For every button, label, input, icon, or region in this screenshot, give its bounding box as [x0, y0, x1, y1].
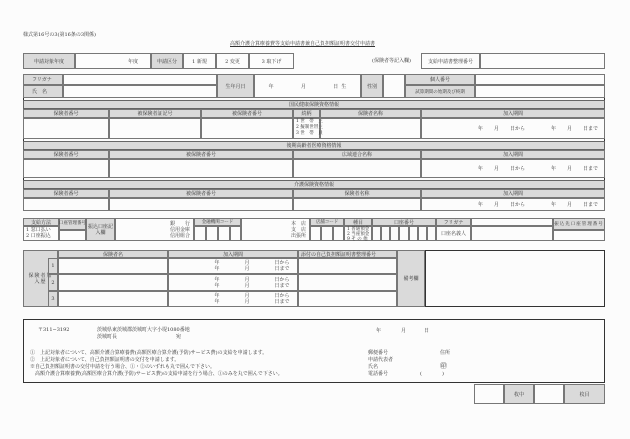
branch-code-digit[interactable] [333, 226, 344, 241]
method-label: 支給方法 [23, 218, 59, 226]
period-label: 試算期間の始期及び終期 [405, 85, 475, 98]
fin-code-digit[interactable] [230, 226, 241, 241]
target-year-field[interactable]: 年度 [75, 53, 151, 69]
name-label: 氏 名 [23, 85, 63, 98]
fin-code-digit[interactable] [218, 226, 230, 241]
category-label: 申請区分 [151, 53, 183, 69]
dest-mgmt-label: 振込先口座管理番号 [553, 218, 605, 230]
care-col-insured-no: 被保険者番号 [109, 189, 293, 198]
declaration-line-2[interactable]: ② 上記対象者について、自己負担額証明書の交付を申請します。 [30, 357, 180, 363]
nhi-col-period: 加入期間 [421, 109, 605, 118]
elderly-col-insurer-no: 保険者番号 [23, 150, 109, 159]
seal-icon: ㊞ [440, 362, 447, 370]
account-no-label: 口座番号 [372, 218, 436, 226]
history-row-number: 2 [48, 274, 58, 291]
of-label: 枚中 [504, 384, 534, 404]
account-no-digit[interactable] [427, 226, 436, 241]
declaration-note-2: 高額介護合算療養費(高額医療合算介護(予防)サービス費)の支給申請を行う場合、①のみを丸で囲んで下さい。 [30, 371, 283, 377]
nhi-col-relation: 続柄 [293, 109, 320, 118]
branch-code-digit[interactable] [310, 226, 321, 241]
furigana-field[interactable] [63, 74, 217, 85]
date-month: 月 [401, 328, 407, 334]
care-col-insurer-name: 保険者名称 [293, 189, 421, 198]
history-period-field[interactable]: 年 月 日から 年 月 日まで [168, 258, 298, 274]
history-cert-no-field[interactable] [298, 274, 397, 291]
elderly-union-name-field[interactable] [293, 159, 421, 178]
form-number: 様式第16号の3(第16条の3関係) [23, 32, 96, 38]
date-day: 日 [424, 328, 430, 334]
branch-code-label: 店舗コード [310, 218, 344, 226]
date-year: 年 [376, 328, 382, 334]
birth-label: 生年月日 [217, 74, 254, 98]
elderly-col-insured-no: 被保険者番号 [109, 150, 293, 159]
applicant-address-label: 住所 [440, 350, 451, 356]
history-cert-no-field[interactable] [298, 258, 397, 274]
mgmt-no-field[interactable] [480, 53, 605, 69]
elderly-insurer-no-field[interactable] [23, 159, 109, 178]
insurer-note: (保険者等記入欄) [372, 58, 411, 64]
my-number-field[interactable] [475, 74, 605, 85]
sex-label: 性別 [361, 74, 383, 98]
history-cert-no-field[interactable] [298, 291, 397, 307]
applicant-phone-label: 電話番号 [368, 371, 389, 377]
applicant-phone-field[interactable]: ( ) [420, 371, 444, 377]
account-no-digit[interactable] [409, 226, 418, 241]
period-field[interactable] [475, 85, 605, 98]
nhi-insured-no-field[interactable] [201, 118, 293, 139]
page-number-field[interactable] [534, 384, 564, 404]
nhi-col-insured-no: 被保険者番号 [201, 109, 293, 118]
nhi-card-symbol-field[interactable] [109, 118, 201, 139]
option-change[interactable]: 2 変更 [216, 53, 249, 69]
birth-field[interactable]: 年 月 日 生 [254, 74, 361, 98]
nhi-section-title: 国民健康保険資格情報 [23, 100, 605, 109]
care-insured-no-field[interactable] [109, 198, 293, 211]
form-title: 高額介護合算療養費等支給申請書兼自己負担額証明書交付申請書 [230, 41, 376, 47]
care-insurer-name-field[interactable] [293, 198, 421, 211]
applicant-name-label: 氏名 [368, 364, 379, 370]
dest-mgmt-field[interactable] [553, 230, 605, 241]
nhi-insurer-name-field[interactable] [320, 118, 421, 139]
history-col-insurer: 保険者名 [58, 250, 168, 258]
sex-field[interactable] [383, 74, 405, 98]
nhi-relation-options[interactable]: 1 世 帯 主 2 擬制世帯主 3 世 帯 員 [293, 118, 320, 139]
history-insurer-field[interactable] [58, 291, 168, 307]
fin-code-digit[interactable] [206, 226, 218, 241]
bank-field[interactable]: 銀 行 信用金庫 信用組合 [115, 218, 194, 241]
history-period-field[interactable]: 年 月 日から 年 月 日まで [168, 274, 298, 291]
care-insurer-no-field[interactable] [23, 198, 109, 211]
history-col-period: 加入期間 [168, 250, 298, 258]
branch-field[interactable]: 本 店 支 店 出張所 [241, 218, 310, 241]
remarks-field[interactable] [425, 250, 605, 307]
holder-furigana-label: フリガナ [436, 218, 471, 226]
fin-code-digit[interactable] [194, 226, 206, 241]
applicant-postal-label: 郵便番号 [368, 350, 389, 356]
account-no-digit[interactable] [381, 226, 390, 241]
nhi-insurer-no-field[interactable] [23, 118, 109, 139]
office-address: 茨城県東茨城郡茨城町大字小堤1080番地 [97, 327, 190, 333]
transfer-label: 振込口座記入欄 [86, 218, 115, 241]
history-insurer-field[interactable] [58, 258, 168, 274]
method-options[interactable]: 1 窓口払い 2 口座振込 [23, 226, 59, 241]
history-period-field[interactable]: 年 月 日から 年 月 日まで [168, 291, 298, 307]
holder-field[interactable] [471, 226, 553, 241]
option-new[interactable]: 1 新規 [183, 53, 216, 69]
nhi-col-insurer-name: 保険者名称 [320, 109, 421, 118]
holder-furigana-field[interactable] [471, 218, 553, 226]
nhi-col-card-symbol: 被保険者証記号 [109, 109, 201, 118]
total-pages-field[interactable] [474, 384, 504, 404]
remarks-label: 備考欄 [397, 250, 425, 307]
name-field[interactable] [63, 85, 217, 98]
history-row-number: 3 [48, 291, 58, 307]
elderly-col-period: 加入期間 [421, 150, 605, 159]
postal-code: 〒311−3192 [38, 327, 70, 333]
page-label: 枚目 [564, 384, 605, 404]
type-label: 種目 [344, 218, 372, 226]
option-withdraw[interactable]: 3 取下げ [249, 53, 294, 69]
history-row-number: 1 [48, 258, 58, 274]
elderly-insured-no-field[interactable] [109, 159, 293, 178]
declaration-line-1[interactable]: ① 上記対象者について、高額介護合算療養費(高額医療合算介護(予防)サービス費)の支給を申請します。 [30, 350, 268, 356]
my-number-label: 個人番号 [405, 74, 475, 85]
account-no-digit[interactable] [399, 226, 409, 241]
elderly-col-union-name: 広域連合名称 [293, 150, 421, 159]
mgmt-no-label: 支給申請書整理番号 [421, 53, 480, 69]
applicant-rep-label: 申請代表者 [368, 357, 394, 363]
history-side-label: 保険者加入歴 [23, 250, 58, 307]
elderly-period-field[interactable]: 年 月 日から 年 月 日まで [421, 159, 605, 178]
account-no-digit[interactable] [390, 226, 399, 241]
care-period-field[interactable]: 年 月 日から 年 月 日まで [421, 198, 605, 211]
history-col-cert-no: 添付の自己負担額証明書整理番号 [298, 250, 397, 258]
nhi-col-insurer-no: 保険者番号 [23, 109, 109, 118]
account-mgmt-label: 口座管理番号 [59, 218, 86, 230]
account-no-digit[interactable] [372, 226, 381, 241]
branch-code-digit[interactable] [321, 226, 333, 241]
nhi-period-field[interactable]: 年 月 日から 年 月 日まで [421, 118, 605, 139]
account-no-digit[interactable] [418, 226, 427, 241]
declaration-note: ※自己負担額証明書の交付申請を行う場合、①・②のいずれも丸で囲んで下さい。 [30, 364, 216, 370]
mayor-label: 茨城町長 [97, 334, 118, 340]
target-year-label: 申請対象年度 [23, 53, 75, 69]
furigana-label: フリガナ [23, 74, 63, 85]
care-col-insurer-no: 保険者番号 [23, 189, 109, 198]
account-mgmt-field[interactable] [59, 230, 86, 241]
honorific: 宛 [176, 334, 182, 340]
holder-label: 口座名義人 [436, 226, 471, 241]
care-col-period: 加入期間 [421, 189, 605, 198]
elderly-section-title: 後期高齢者医療資格情報 [23, 141, 605, 150]
account-type-options[interactable]: 1 普通預金 2 当座預金 9 そ の 他 [344, 226, 372, 241]
history-insurer-field[interactable] [58, 274, 168, 291]
fin-code-label: 金融機関コード [194, 218, 241, 226]
care-section-title: 介護保険資格情報 [23, 180, 605, 189]
